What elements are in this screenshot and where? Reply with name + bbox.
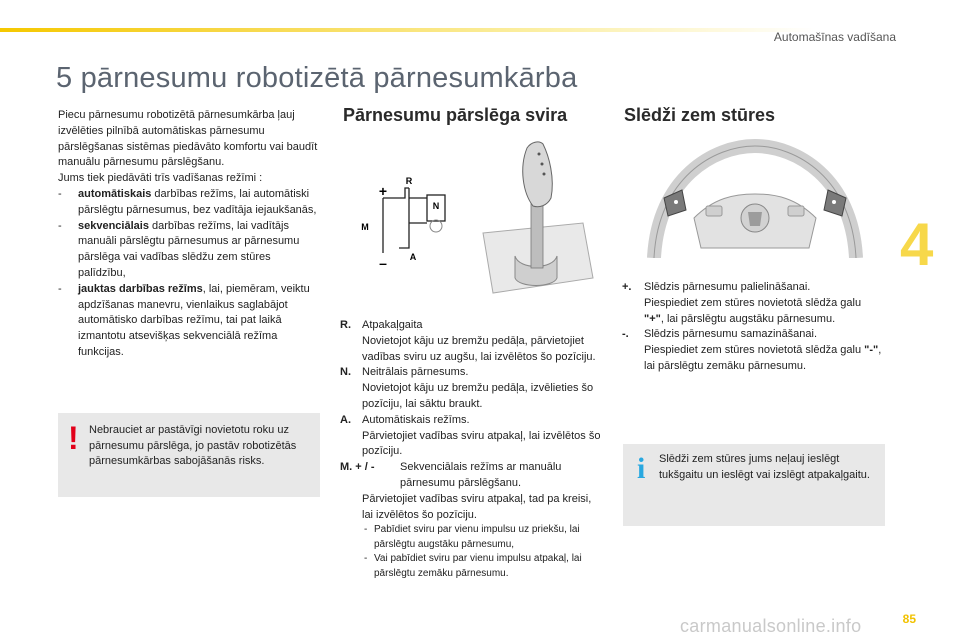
intro-column: [58, 108, 320, 361]
gate-label-plus: +: [378, 183, 388, 199]
wheel-right-controls: [788, 206, 804, 216]
modes-intro: Jums tiek piedāvāti trīs vadīšanas režīmi :: [58, 172, 263, 185]
lion-icon: [748, 212, 762, 226]
paddle-minus-marker: [674, 200, 678, 204]
lever-item: Novietojot kāju uz bremžu pedāļa, pārvietojiet vadības sviru uz augšu, lai izvēlētos šo pozīciju.: [362, 334, 596, 363]
paddle-plus-marker: [832, 200, 836, 204]
chapter-title: Automašīnas vadīšana: [773, 30, 896, 44]
paddles-heading: Slēdži zem stūres: [624, 105, 776, 125]
warning-text: Nebrauciet ar pastāvīgi novietotu roku uz pārnesumu pārslēga, jo pastāv robotizētās pārnesumkārbas sabojāšanās risks.: [89, 424, 297, 467]
lever-heading: Pārnesumu pārslēga svira: [343, 105, 568, 125]
intro-paragraph: Piecu pārnesumu robotizētā pārnesumkārba ļauj izvēlēties pilnībā automātiskas pārnesumu pārslēgšanas sistēmas piedāvāto komfortu vai baudīt manuālu pārnesumu pārslēgšanu.: [58, 109, 318, 169]
info-box: [623, 444, 885, 526]
mode-term: jauktas darbības režīms: [78, 282, 203, 295]
chapter-number-badge: [900, 212, 960, 278]
lever-item: R. Atpakaļgaita: [340, 319, 423, 331]
lever-subitem: - Vai pabīdiet sviru par vienu impulsu atpakaļ, lai pārslēgtu zemāku pārnesumu.: [364, 553, 582, 579]
gate-label-minus: –: [379, 255, 387, 271]
lever-item: N. Neitrālais pārnesums.: [340, 366, 469, 379]
paddle-item: -. Slēdzis pārnesumu samazināšanai.: [622, 328, 818, 341]
paddle-item: Piespiediet zem stūres novietotā slēdža galu "-", lai pārslēgtu zemāku pārnesumu.: [644, 344, 882, 372]
page-number: 85: [902, 612, 916, 626]
gate-label-a: A: [409, 252, 417, 262]
mode-term: sekvenciālais: [78, 219, 149, 232]
steering-wheel-illustration: [624, 138, 886, 258]
page-title: 5 pārnesumu robotizētā pārnesumkārba: [56, 62, 578, 94]
lever-item: Novietojot kāju uz bremžu pedāļa, izvēlieties šo pozīciju, lai sāktu braukt.: [362, 382, 594, 410]
paddle-item: +. Slēdzis pārnesumu palielināšanai.: [622, 281, 811, 293]
lever-subitem: - Pabīdiet sviru par vienu impulsu uz priekšu, lai pārslēgtu augstāku pārnesumu,: [364, 524, 580, 550]
gate-label-m: M: [361, 222, 369, 232]
wheel-left-controls: [706, 206, 722, 216]
paddle-item: Piespiediet zem stūres novietotā slēdža galu "+", lai pārslēgtu augstāku pārnesumu.: [644, 296, 862, 325]
info-text: Slēdži zem stūres jums neļauj ieslēgt tukšgaitu un ieslēgt vai izslēgt atpakaļgaitu.: [659, 453, 870, 481]
lever-item: Pārvietojiet vadības sviru atpakaļ, lai izvēlētos šo pozīciju.: [362, 429, 601, 458]
lever-instructions: [340, 318, 605, 581]
lever-item: Pārvietojiet vadības sviru atpakaļ, tad pa kreisi, lai izvēlētos šo pozīciju.: [362, 492, 592, 521]
watermark: carmanualsonline.info: [680, 616, 862, 636]
warning-box: [58, 413, 320, 497]
gear-lever-illustration: [343, 138, 603, 303]
paddles-instructions: [622, 280, 884, 375]
push-symbol: [430, 220, 442, 232]
warning-icon: !: [68, 420, 79, 456]
gate-label-r: R: [405, 176, 413, 186]
mode-item: - jauktas darbības režīms, lai, piemēram, veiktu apdzīšanas manevru, vienlaikus saglabājot automātisko darbības režīmu, tai pat laikā izmantotu atsevišķas sekvenciālā režīma funkcijas.: [58, 282, 310, 358]
mode-term: automātiskais: [78, 187, 152, 200]
lever-item: M. + / - Sekvenciālais režīms ar manuālu pārnesumu pārslēgšanu.: [340, 461, 562, 489]
gate-label-n: N: [432, 201, 440, 211]
info-icon: i: [637, 452, 646, 485]
lever-knob: [523, 142, 553, 207]
mode-item: - automātiskais darbības režīms, lai automātiski pārslēgtu pārnesumus, bez vadītāja iejaukšanās,: [58, 187, 317, 216]
chapter-number: 4: [900, 211, 934, 278]
mode-item: - sekvenciālais darbības režīms, lai vadītājs manuāli pārslēgtu pārnesumus ar pārnesumu pārslēga vai vadības slēdžu zem stūres palīdzību,: [58, 219, 300, 279]
lever-shaft: [531, 198, 543, 268]
lever-item: A. Automātiskais režīms.: [340, 413, 470, 426]
